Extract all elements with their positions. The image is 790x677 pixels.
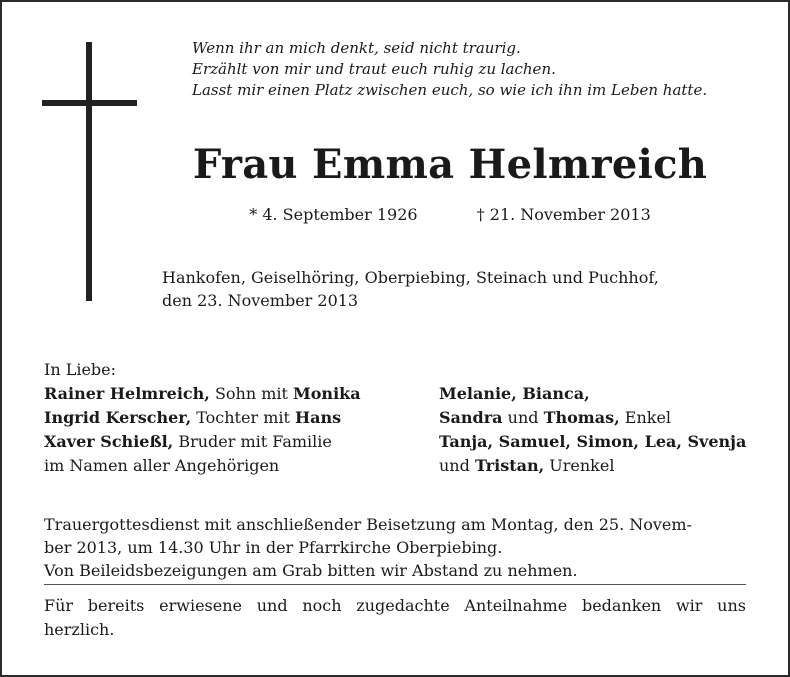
poem-line: Erzählt von mir und traut euch ruhig zu lachen. [192, 60, 556, 78]
mourner-name: Hans [295, 408, 342, 427]
poem-line: Lasst mir einen Platz zwischen euch, so wie ich ihn im Leben hatte. [192, 81, 708, 99]
mourner-name: Sandra [439, 408, 503, 427]
mourner-relation: Tochter mit [191, 408, 295, 427]
mourner-line [439, 430, 746, 454]
mourner-line [44, 430, 361, 454]
poem-line: Wenn ihr an mich denkt, seid nicht traurig. [192, 39, 521, 57]
mourners-left-column [44, 382, 361, 478]
thanks-note [44, 594, 746, 642]
life-dates [2, 204, 788, 226]
mourner-line [44, 382, 361, 406]
mourner-name: Tanja, Samuel, Simon, Lea, Svenja [439, 432, 747, 451]
service-line: Trauergottesdienst mit anschließender Beisetzung am Montag, den 25. Novem- [44, 515, 692, 534]
mourner-line [44, 454, 361, 478]
mourner-name: Rainer Helmreich, [44, 384, 210, 403]
places-line: Hankofen, Geiselhöring, Oberpiebing, Steinach und Puchhof, [162, 268, 659, 287]
mourner-relation: Sohn mit [209, 384, 294, 403]
mourner-relation: und [502, 408, 544, 427]
mourner-line [439, 382, 746, 406]
cross-horizontal-bar [42, 100, 137, 106]
mourner-name: Tristan, [474, 456, 545, 475]
mourner-name: Melanie, Bianca, [439, 384, 590, 403]
poem [192, 38, 707, 101]
mourner-line [439, 406, 746, 430]
birth-date: * 4. September 1926 [249, 205, 418, 224]
mourner-relation: und [439, 456, 475, 475]
mourner-name: Monika [293, 384, 361, 403]
places-and-date [162, 266, 659, 312]
mourner-line [439, 454, 746, 478]
mourner-relation: im Namen aller Angehörigen [44, 456, 280, 475]
notice-date: den 23. November 2013 [162, 291, 359, 310]
mourner-name: Ingrid Kerscher, [44, 408, 192, 427]
mourner-relation: Urenkel [544, 456, 615, 475]
mourner-relation: Bruder mit Familie [173, 432, 332, 451]
death-date: † 21. November 2013 [476, 205, 651, 224]
mourner-name: Xaver Schießl, [44, 432, 174, 451]
funeral-service-info [44, 513, 746, 582]
mourners-right-column [439, 382, 746, 478]
mourner-line [44, 406, 361, 430]
mourner-name: Thomas, [543, 408, 620, 427]
service-line: ber 2013, um 14.30 Uhr in der Pfarrkirche Oberpiebing. [44, 538, 503, 557]
thanks-line: herzlich. [44, 620, 115, 639]
divider [44, 584, 746, 585]
deceased-name: Frau Emma Helmreich [192, 141, 708, 188]
condolence-note: Von Beileidsbezeigungen am Grab bitten wir Abstand zu nehmen. [44, 561, 578, 580]
mourner-relation: Enkel [619, 408, 672, 427]
mourners-intro: In Liebe: [44, 360, 117, 379]
thanks-line: Für bereits erwiesene und noch zugedachte Anteilnahme bedanken wir uns [44, 596, 746, 615]
